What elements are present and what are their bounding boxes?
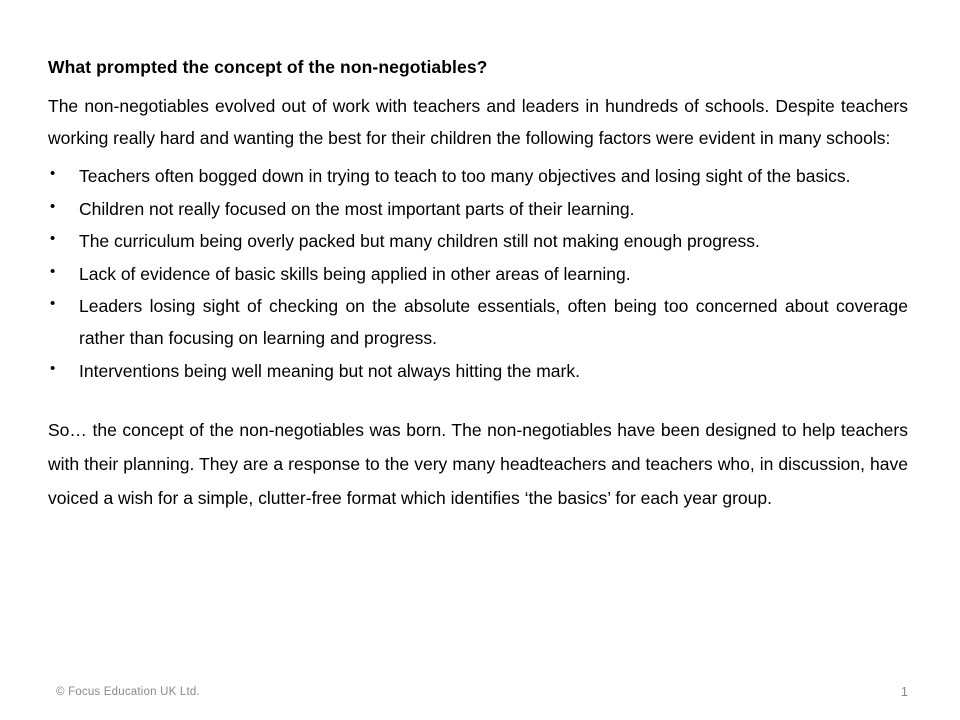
slide-heading: What prompted the concept of the non-negotiables? xyxy=(48,57,488,77)
closing-paragraph: So… the concept of the non-negotiables was born. The non-negotiables have been designed to help teachers with their planning. They are a response to the very many headteachers and teachers who, in discussion, have voiced a wish for a simple, clutter-free format which identifies ‘the basics’ for each year group. xyxy=(48,420,908,509)
list-item-text: Interventions being well meaning but not always hitting the mark. xyxy=(79,360,580,381)
list-item xyxy=(48,290,908,355)
list-item-text: Leaders losing sight of checking on the absolute essentials, often being too concerned about coverage rather than focusing on learning and progress. xyxy=(79,295,908,349)
list-item xyxy=(48,258,908,290)
list-item-text: Teachers often bogged down in trying to teach to too many objectives and losing sight of the basics. xyxy=(79,166,851,187)
list-item-text: The curriculum being overly packed but many children still not making enough progress. xyxy=(79,231,760,252)
list-item xyxy=(48,225,908,257)
intro-paragraph: The non-negotiables evolved out of work with teachers and leaders in hundreds of schools. Despite teachers working really hard and wanting the best for their children the following factors were evident in many schools: xyxy=(48,95,908,148)
bullet-marker-icon: • xyxy=(50,262,56,280)
bullet-list xyxy=(48,160,908,387)
bullet-marker-icon: • xyxy=(50,165,56,183)
list-item-text: Lack of evidence of basic skills being applied in other areas of learning. xyxy=(79,263,631,284)
bullet-marker-icon: • xyxy=(50,359,56,377)
bullet-marker-icon: • xyxy=(50,294,56,312)
list-item-text: Children not really focused on the most important parts of their learning. xyxy=(79,198,635,219)
list-item xyxy=(48,193,908,225)
list-item xyxy=(48,160,908,192)
bullet-marker-icon: • xyxy=(50,230,56,248)
page-number: 1 xyxy=(900,684,908,699)
list-item xyxy=(48,355,908,387)
footer-copyright: © Focus Education UK Ltd. xyxy=(56,686,200,698)
bullet-marker-icon: • xyxy=(50,197,56,215)
slide-content xyxy=(48,56,908,533)
